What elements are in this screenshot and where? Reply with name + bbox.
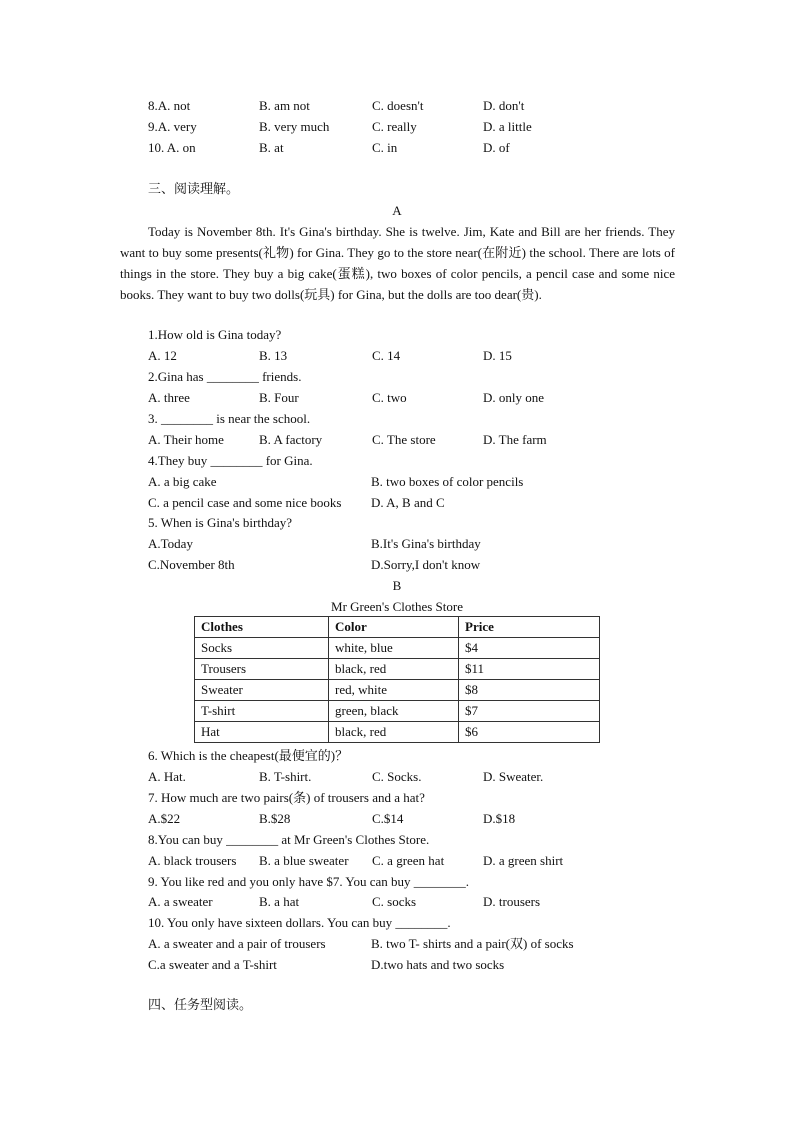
option-d: D.two hats and two socks <box>371 957 505 972</box>
option-b: B.$28 <box>259 811 291 826</box>
question-stem: 2.Gina has ________ friends. <box>148 369 302 384</box>
table-row <box>195 701 600 722</box>
option-a: 9.A. very <box>148 119 197 134</box>
option-a: A.Today <box>148 536 193 551</box>
option-a: A. Hat. <box>148 769 186 784</box>
option-b: B.It's Gina's birthday <box>371 536 481 551</box>
option-d: D. a green shirt <box>483 853 564 868</box>
table-header-row <box>195 617 600 638</box>
table-header-cell: Price <box>459 617 600 638</box>
table-cell: white, blue <box>329 638 459 659</box>
question-stem: 6. Which is the cheapest(最便宜的)？ <box>148 748 349 763</box>
question-options <box>148 894 608 910</box>
option-c: C. socks <box>372 894 417 909</box>
section-heading-reading: 三、阅读理解。 <box>148 182 240 197</box>
question-stem: 5. When is Gina's birthday? <box>148 515 292 530</box>
question-options <box>148 348 608 364</box>
option-c: C.November 8th <box>148 557 235 572</box>
cloze-options-row <box>148 98 608 114</box>
option-c: C. a green hat <box>372 853 445 868</box>
option-c: C.a sweater and a T-shirt <box>148 957 277 972</box>
table-cell: Hat <box>195 722 329 743</box>
option-c: C. a pencil case and some nice books <box>148 495 342 510</box>
option-d: D.$18 <box>483 811 516 826</box>
option-d: D. only one <box>483 390 545 405</box>
table-row <box>195 722 600 743</box>
question-stem: 3. ________ is near the school. <box>148 411 311 426</box>
passage-label-a: A <box>392 203 402 218</box>
table-cell: $6 <box>459 722 600 743</box>
option-d: D. trousers <box>483 894 541 909</box>
table-cell: $7 <box>459 701 600 722</box>
table-cell: $4 <box>459 638 600 659</box>
table-cell: Trousers <box>195 659 329 680</box>
option-c: C. Socks. <box>372 769 422 784</box>
table-cell: $8 <box>459 680 600 701</box>
table-cell: $11 <box>459 659 600 680</box>
option-c: C. The store <box>372 432 436 447</box>
question-options <box>148 390 608 406</box>
table-row <box>195 638 600 659</box>
question-options <box>148 474 608 490</box>
option-d: D. 15 <box>483 348 512 363</box>
option-a: A. 12 <box>148 348 177 363</box>
table-cell: green, black <box>329 701 459 722</box>
table-header-cell: Color <box>329 617 459 638</box>
question-stem: 10. You only have sixteen dollars. You can buy ________. <box>148 915 451 930</box>
option-d: D. The farm <box>483 432 547 447</box>
question-options <box>148 769 608 785</box>
option-d: D. a little <box>483 119 532 134</box>
cloze-options-row <box>148 119 608 135</box>
option-b: B. two boxes of color pencils <box>371 474 524 489</box>
table-title: Mr Green's Clothes Store <box>331 599 463 614</box>
option-a: A. a sweater <box>148 894 213 909</box>
question-options <box>148 811 608 827</box>
option-c: C. 14 <box>372 348 401 363</box>
clothes-price-table <box>194 616 600 743</box>
option-b: B. am not <box>259 98 310 113</box>
option-a: A. Their home <box>148 432 224 447</box>
option-d: D. A, B and C <box>371 495 445 510</box>
question-stem: 1.How old is Gina today? <box>148 327 282 342</box>
option-b: B. a blue sweater <box>259 853 349 868</box>
option-a: 10. A. on <box>148 140 196 155</box>
table-row <box>195 659 600 680</box>
passage-a-text: Today is November 8th. It's Gina's birthday. She is twelve. Jim, Kate and Bill are her friends. They want to buy some presents(礼物) for Gina. They go to the store near(在附近) the school. There are lots of things in the store. They buy a big cake(蛋糕), two boxes of color pencils, a pencil case and some nice books. They want to buy two dolls(玩具) for Gina, but the dolls are too dear(贵). <box>120 224 675 302</box>
option-a: A. black trousers <box>148 853 237 868</box>
option-b: B. T-shirt. <box>259 769 312 784</box>
question-stem: 8.You can buy ________ at Mr Green's Clothes Store. <box>148 832 430 847</box>
option-c: C.$14 <box>372 811 404 826</box>
question-options <box>148 495 608 511</box>
option-c: C. really <box>372 119 417 134</box>
option-d: D. Sweater. <box>483 769 544 784</box>
option-d: D. don't <box>483 98 525 113</box>
question-options <box>148 936 608 952</box>
option-b: B. at <box>259 140 284 155</box>
option-b: B. A factory <box>259 432 323 447</box>
option-b: B. very much <box>259 119 330 134</box>
option-c: C. in <box>372 140 398 155</box>
passage-label-b: B <box>392 578 402 593</box>
question-stem: 4.They buy ________ for Gina. <box>148 453 313 468</box>
option-a: A. a sweater and a pair of trousers <box>148 936 326 951</box>
table-cell: Sweater <box>195 680 329 701</box>
question-stem: 7. How much are two pairs(条) of trousers and a hat? <box>148 790 425 805</box>
question-options <box>148 536 608 552</box>
option-a: A. a big cake <box>148 474 217 489</box>
question-options <box>148 853 608 869</box>
option-d: D.Sorry,I don't know <box>371 557 481 572</box>
option-a: A. three <box>148 390 190 405</box>
option-b: B. Four <box>259 390 299 405</box>
section-heading-task-reading: 四、任务型阅读。 <box>148 998 253 1013</box>
cloze-options-row <box>148 140 608 156</box>
option-b: B. a hat <box>259 894 300 909</box>
table-row <box>195 680 600 701</box>
option-c: C. doesn't <box>372 98 424 113</box>
option-b: B. 13 <box>259 348 288 363</box>
question-stem: 9. You like red and you only have $7. You can buy ________. <box>148 874 470 889</box>
table-cell: Socks <box>195 638 329 659</box>
option-c: C. two <box>372 390 407 405</box>
table-cell: black, red <box>329 722 459 743</box>
question-options <box>148 557 608 573</box>
option-b: B. two T- shirts and a pair(双) of socks <box>371 936 574 951</box>
table-cell: red, white <box>329 680 459 701</box>
question-options <box>148 957 608 973</box>
option-d: D. of <box>483 140 510 155</box>
table-cell: black, red <box>329 659 459 680</box>
table-header-cell: Clothes <box>195 617 329 638</box>
question-options <box>148 432 608 448</box>
table-cell: T-shirt <box>195 701 329 722</box>
option-a: 8.A. not <box>148 98 191 113</box>
option-a: A.$22 <box>148 811 181 826</box>
